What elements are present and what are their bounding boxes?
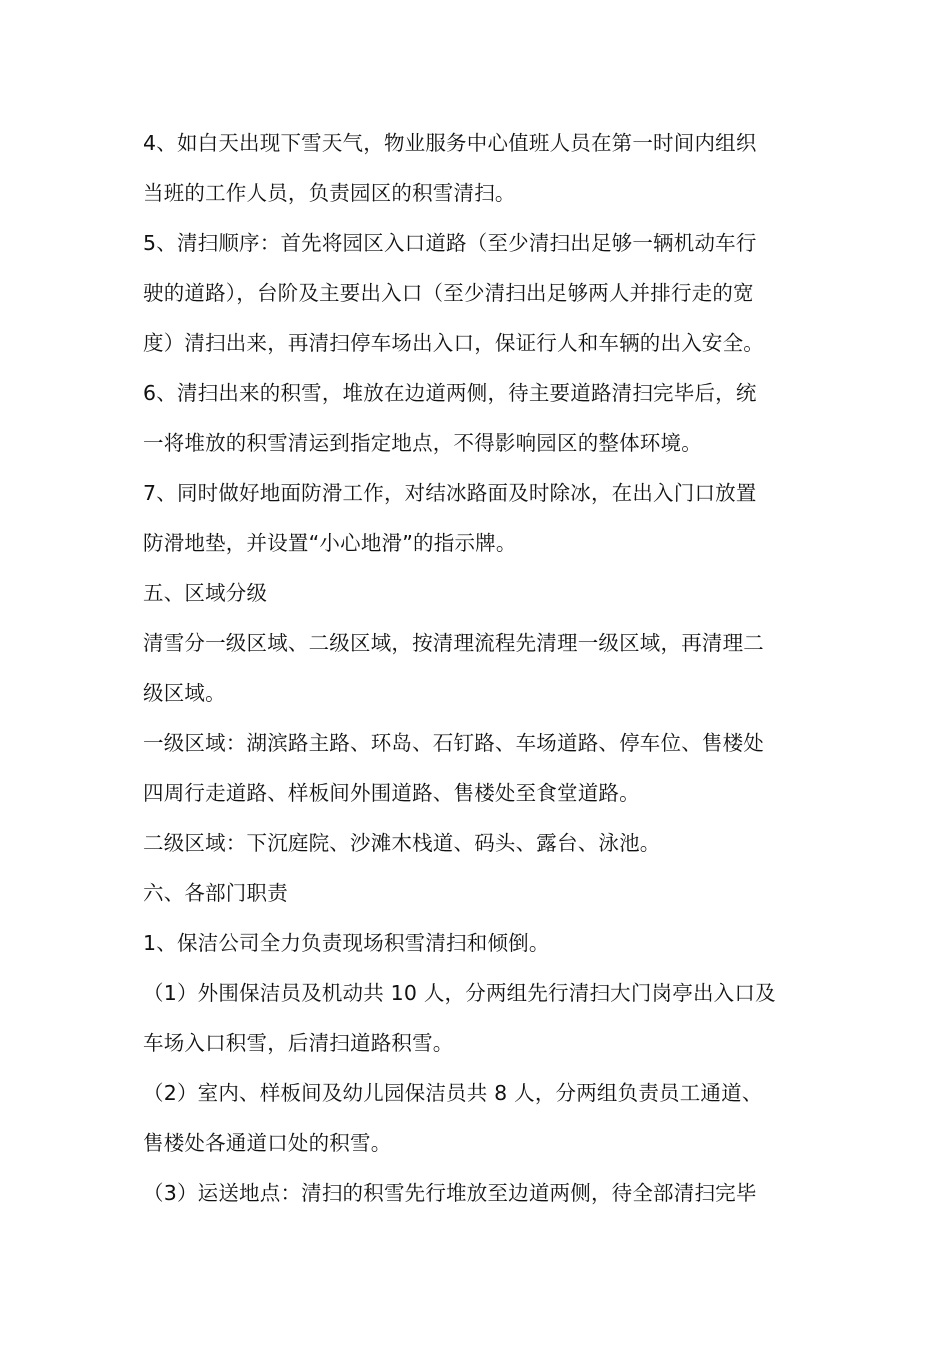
paragraph-line: 1、保洁公司全力负责现场积雪清扫和倾倒。 xyxy=(143,931,550,955)
paragraph-line: 驶的道路），台阶及主要出入口（至少清扫出足够两人并排行走的宽 xyxy=(143,281,754,305)
paragraph-line: 级区域。 xyxy=(143,681,226,705)
paragraph-line: （1）外围保洁员及机动共 10 人，分两组先行清扫大门岗亭出入口及 xyxy=(143,981,776,1005)
paragraph-line: 二级区域：下沉庭院、沙滩木栈道、码头、露台、泳池。 xyxy=(143,831,661,855)
paragraph-line: 四周行走道路、样板间外围道路、售楼处至食堂道路。 xyxy=(143,781,640,805)
section-heading: 五、区域分级 xyxy=(143,581,268,605)
paragraph-line: 一将堆放的积雪清运到指定地点，不得影响园区的整体环境。 xyxy=(143,431,702,455)
paragraph-line: （2）室内、样板间及幼儿园保洁员共 8 人，分两组负责员工通道、 xyxy=(143,1081,763,1105)
paragraph-line: （3）运送地点：清扫的积雪先行堆放至边道两侧，待全部清扫完毕 xyxy=(143,1181,757,1205)
paragraph-line: 4、如白天出现下雪天气，物业服务中心值班人员在第一时间内组织 xyxy=(143,131,757,155)
paragraph-line: 清雪分一级区域、二级区域，按清理流程先清理一级区域，再清理二 xyxy=(143,631,764,655)
section-heading: 六、各部门职责 xyxy=(143,881,288,905)
paragraph-line: 7、同时做好地面防滑工作，对结冰路面及时除冰，在出入门口放置 xyxy=(143,481,757,505)
paragraph-line: 售楼处各通道口处的积雪。 xyxy=(143,1131,392,1155)
paragraph-line: 车场入口积雪，后清扫道路积雪。 xyxy=(143,1031,454,1055)
paragraph-line: 一级区域：湖滨路主路、环岛、石钉路、车场道路、停车位、售楼处 xyxy=(143,731,764,755)
paragraph-line: 6、清扫出来的积雪，堆放在边道两侧，待主要道路清扫完毕后，统 xyxy=(143,381,757,405)
paragraph-line: 5、清扫顺序：首先将园区入口道路（至少清扫出足够一辆机动车行 xyxy=(143,231,757,255)
paragraph-line: 度）清扫出来，再清扫停车场出入口，保证行人和车辆的出入安全。 xyxy=(143,331,764,355)
paragraph-line: 防滑地垫，并设置“小心地滑”的指示牌。 xyxy=(143,531,517,555)
paragraph-line: 当班的工作人员，负责园区的积雪清扫。 xyxy=(143,181,516,205)
